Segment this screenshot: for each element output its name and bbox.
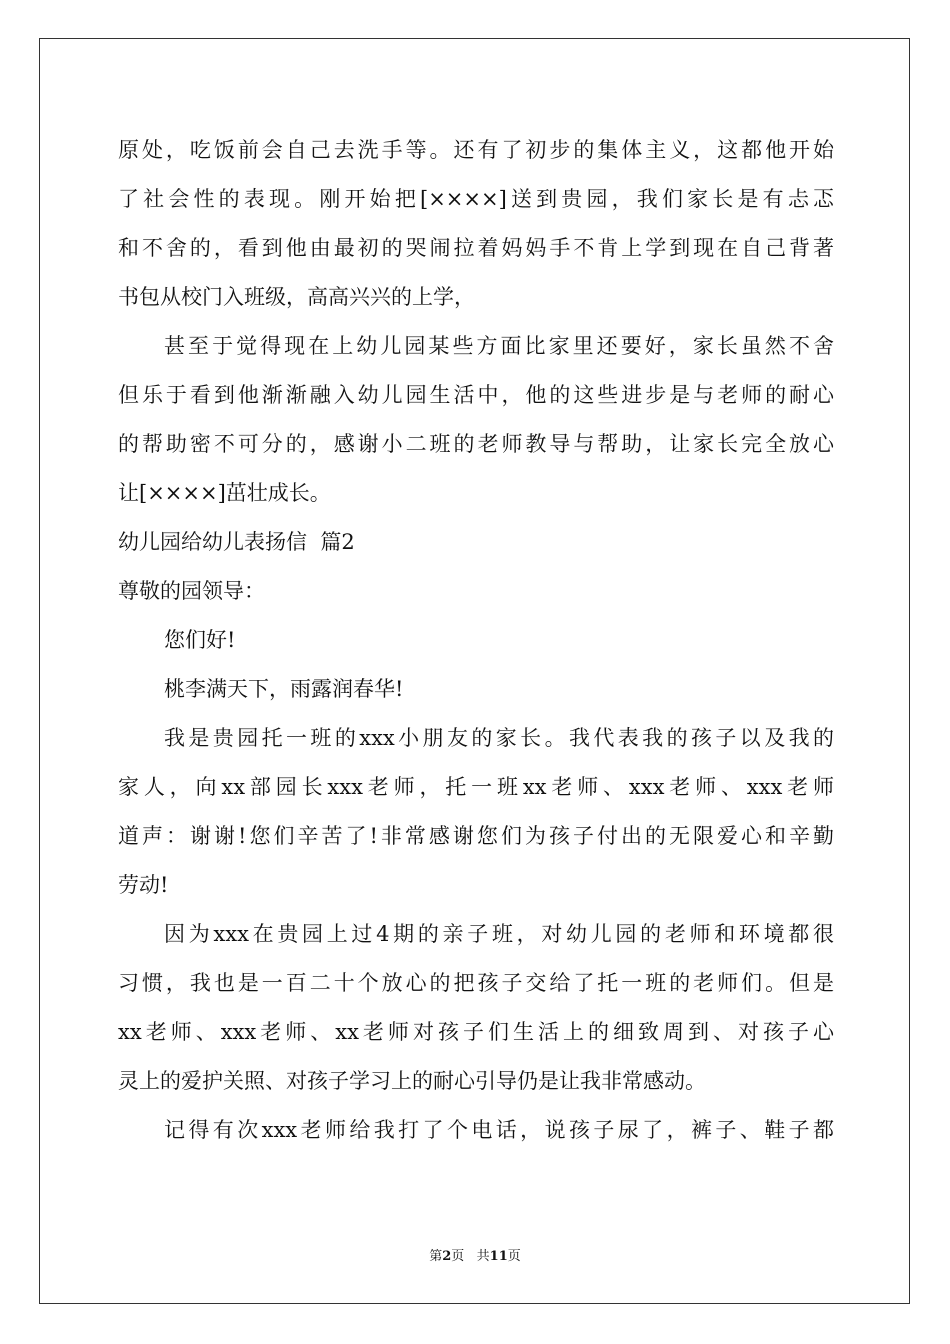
footer-prefix: 第	[429, 1249, 443, 1264]
page-footer	[0, 1247, 950, 1267]
footer-total-pages: 11	[489, 1249, 508, 1264]
paragraph-line: 书包从校门入班级，高高兴兴的上学，	[118, 285, 475, 309]
paragraph-line: 了社会性的表现。刚开始把[××××]送到贵园，我们家长是有忐忑	[118, 187, 834, 211]
paragraph-line: 因为xxx在贵园上过4期的亲子班，对幼儿园的老师和环境都很	[164, 922, 834, 946]
paragraph-line: 我是贵园托一班的xxx小朋友的家长。我代表我的孩子以及我的	[164, 726, 834, 750]
footer-suffix: 页	[507, 1249, 521, 1264]
section-heading: 幼儿园给幼儿表扬信 篇2	[118, 530, 355, 554]
paragraph-line: 的帮助密不可分的，感谢小二班的老师教导与帮助，让家长完全放心	[118, 432, 834, 456]
paragraph-line: 家人，向xx部园长xxx老师，托一班xx老师、xxx老师、xxx老师	[118, 775, 834, 799]
footer-current-page: 2	[442, 1249, 452, 1264]
greeting: 您们好!	[164, 628, 236, 652]
salutation: 尊敬的园领导：	[118, 579, 265, 603]
paragraph-line: 甚至于觉得现在上幼儿园某些方面比家里还要好，家长虽然不舍	[164, 334, 834, 358]
paragraph-line: 道声：谢谢!您们辛苦了!非常感谢您们为孩子付出的无限爱心和辛勤	[118, 824, 834, 848]
paragraph-line: 让[××××]茁壮成长。	[118, 481, 331, 505]
paragraph-line: xx老师、xxx老师、xx老师对孩子们生活上的细致周到、对孩子心	[118, 1020, 834, 1044]
paragraph-line: 和不舍的，看到他由最初的哭闹拉着妈妈手不肯上学到现在自己背著	[118, 236, 834, 260]
paragraph-line: 记得有次xxx老师给我打了个电话，说孩子尿了，裤子、鞋子都	[164, 1118, 834, 1142]
paragraph-line: 劳动!	[118, 873, 169, 897]
paragraph-line: 原处，吃饭前会自己去洗手等。还有了初步的集体主义，这都他开始	[118, 138, 834, 162]
document-body	[118, 126, 834, 1155]
footer-mid: 页 共	[451, 1249, 490, 1264]
paragraph-line: 灵上的爱护关照、对孩子学习上的耐心引导仍是让我非常感动。	[118, 1069, 706, 1093]
paragraph-line: 习惯，我也是一百二十个放心的把孩子交给了托一班的老师们。但是	[118, 971, 834, 995]
motto: 桃李满天下，雨露润春华!	[164, 677, 404, 701]
paragraph-line: 但乐于看到他渐渐融入幼儿园生活中，他的这些进步是与老师的耐心	[118, 383, 834, 407]
